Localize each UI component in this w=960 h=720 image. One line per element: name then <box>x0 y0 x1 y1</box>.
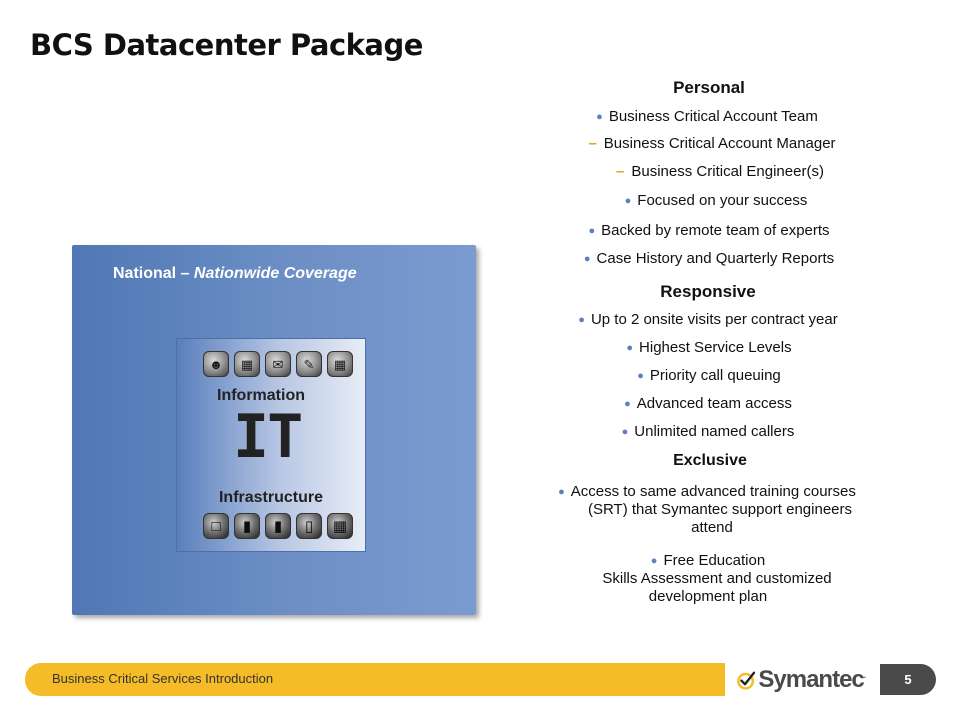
bullet-icon: ● <box>621 426 629 438</box>
bullet-icon: ● <box>650 555 658 567</box>
list-item-continuation: attend <box>691 519 733 536</box>
symantec-logo <box>736 664 866 696</box>
list-item: ● Backed by remote team of experts <box>588 222 830 239</box>
footer-bar <box>25 663 725 696</box>
list-item: ● Focused on your success <box>624 192 808 209</box>
logo-wordmark: Symantec. <box>758 666 866 693</box>
list-item: ● Access to same advanced training courses <box>558 483 856 500</box>
coverage-panel <box>72 245 476 615</box>
bullet-icon: ● <box>624 195 632 207</box>
panel-heading-main: National – <box>113 265 194 282</box>
exclusive-heading: Exclusive <box>673 452 747 469</box>
it-big-label: IT <box>233 402 302 472</box>
list-item: – Business Critical Engineer(s) <box>616 163 824 180</box>
list-item: ● Free Education <box>650 552 766 569</box>
server-rack-icon: ▮ <box>265 513 291 539</box>
panel-heading <box>113 265 357 283</box>
storage-array-icon: ▦ <box>327 513 353 539</box>
bullet-icon: ● <box>596 111 603 123</box>
page-number-badge: 5 <box>880 664 936 695</box>
list-item: ● Priority call queuing <box>637 367 781 384</box>
information-icon-row <box>203 351 353 377</box>
personal-heading: Personal <box>673 78 745 97</box>
infrastructure-icon-row <box>203 513 353 539</box>
document-icon: ✎ <box>296 351 322 377</box>
list-item-continuation: Skills Assessment and customized <box>602 570 832 587</box>
infrastructure-label: Infrastructure <box>218 489 324 506</box>
list-item: ● Case History and Quarterly Reports <box>583 250 835 267</box>
list-item: ● Business Critical Account Team <box>596 108 818 125</box>
mail-icon: ✉ <box>265 351 291 377</box>
list-item-continuation: (SRT) that Symantec support engineers <box>587 501 853 518</box>
panel-heading-italic: Nationwide Coverage <box>193 265 357 282</box>
list-item-continuation: development plan <box>648 588 768 605</box>
slide-title: BCS Datacenter Package <box>30 28 423 62</box>
bullet-icon: ● <box>558 486 565 498</box>
bullet-icon: ● <box>624 398 631 410</box>
list-item: ● Up to 2 onsite visits per contract year <box>578 311 838 328</box>
bullet-icon: ● <box>626 342 634 354</box>
pc-tower-icon: ▯ <box>296 513 322 539</box>
it-graphic <box>176 338 366 552</box>
checkmark-logo-icon <box>736 664 756 696</box>
person-icon: ☻ <box>203 351 229 377</box>
spreadsheet-icon: ▦ <box>327 351 353 377</box>
footer-text: Business Critical Services Introduction <box>52 671 274 686</box>
image-icon: ▦ <box>234 351 260 377</box>
dash-icon: – <box>616 163 625 180</box>
bullet-icon: ● <box>637 370 644 382</box>
list-item: ● Unlimited named callers <box>621 423 795 440</box>
dash-icon: – <box>588 135 597 152</box>
list-item: ● Advanced team access <box>624 395 792 412</box>
bullet-icon: ● <box>583 253 591 265</box>
bullet-icon: ● <box>588 225 596 237</box>
bullet-icon: ● <box>578 314 585 326</box>
information-label: Information <box>217 387 305 404</box>
responsive-heading: Responsive <box>660 282 756 301</box>
tower-server-icon: ▮ <box>234 513 260 539</box>
list-item: ● Highest Service Levels <box>626 339 792 356</box>
laptop-icon: □ <box>203 513 229 539</box>
list-item: – Business Critical Account Manager <box>588 135 836 152</box>
